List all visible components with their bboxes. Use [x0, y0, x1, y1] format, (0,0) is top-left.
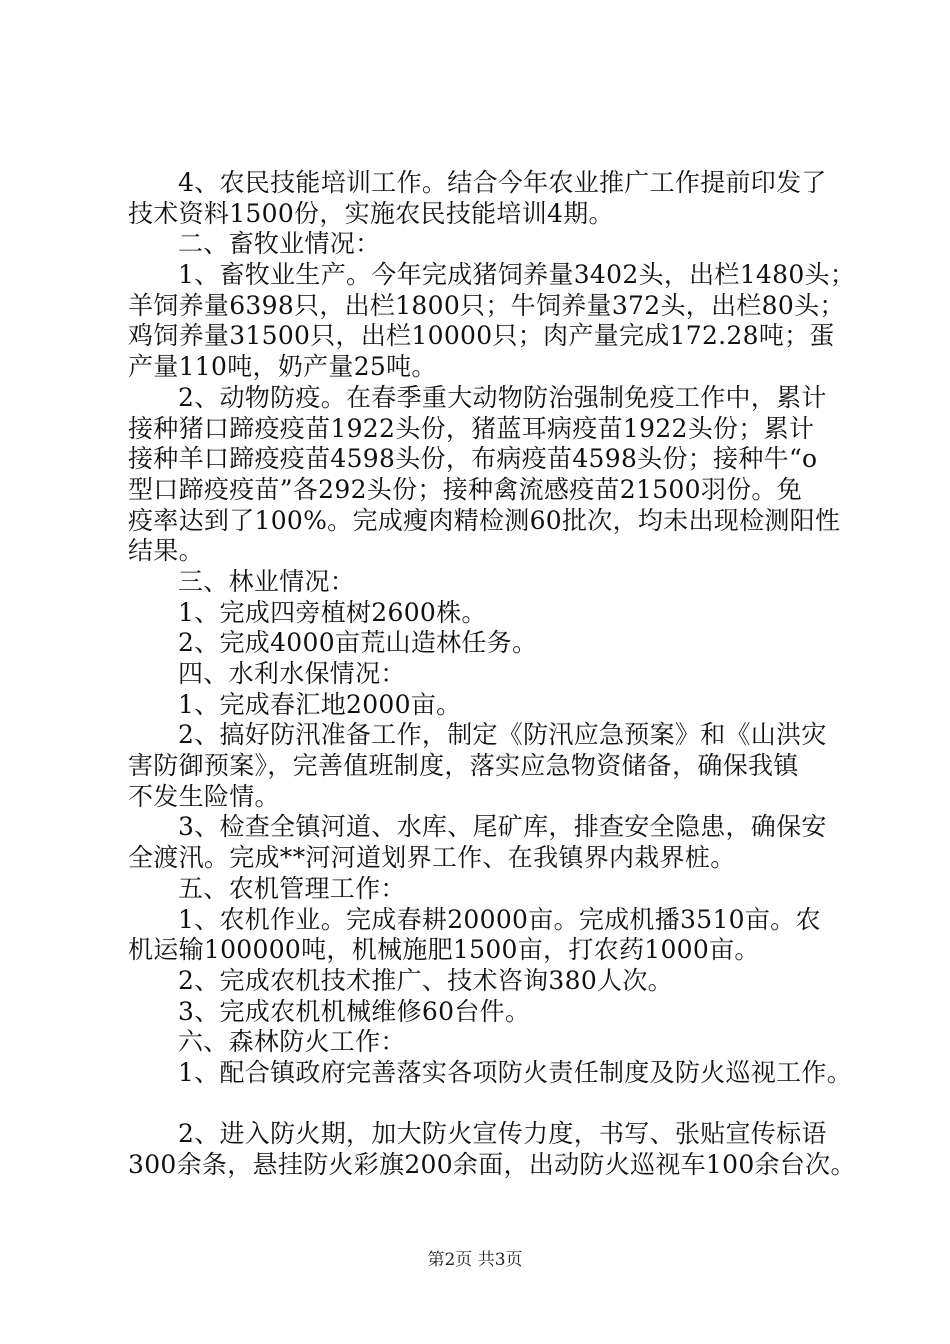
- text-line: 2、进入防火期，加大防火宣传力度，书写、张贴宣传标语: [178, 1119, 827, 1149]
- page-footer: 第2页 共3页: [427, 1250, 523, 1270]
- text-line: 机运输100000吨，机械施肥1500亩，打农药1000亩。: [128, 935, 760, 965]
- text-line: 接种猪口蹄疫疫苗1922头份，猪蓝耳病疫苗1922头份；累计: [128, 413, 815, 443]
- text-line: 型口蹄疫疫苗”各292头份；接种禽流感疫苗21500羽份。免: [128, 474, 803, 504]
- text-line: 2、完成4000亩荒山造林任务。: [178, 628, 538, 658]
- text-line: 害防御预案》，完善值班制度，落实应急物资储备，确保我镇: [128, 751, 799, 781]
- text-line: 接种羊口蹄疫疫苗4598头份，布病疫苗4598头份；接种牛“o: [128, 444, 818, 474]
- document-body: [128, 168, 856, 1181]
- text-line: 300余条，悬挂防火彩旗200余面，出动防火巡视车100余台次。: [128, 1150, 856, 1179]
- text-line: 3、检查全镇河道、水库、尾矿库，排查安全隐患，确保安: [178, 812, 827, 842]
- text-line: 五、农机管理工作：: [178, 873, 406, 903]
- text-line: 2、搞好防汛准备工作，制定《防汛应急预案》和《山洪灾: [178, 720, 827, 750]
- text-line: 2、完成农机技术推广、技术咨询380人次。: [178, 965, 673, 995]
- text-line: 疫率达到了100%。完成瘦肉精检测60批次，均未出现检测阳性: [128, 505, 841, 535]
- text-line: 1、完成四旁植树2600株。: [178, 597, 487, 627]
- text-line: 产量110吨，奶产量25吨。: [128, 352, 437, 382]
- text-line: 不发生险情。: [128, 781, 280, 811]
- text-line: 四、水利水保情况：: [178, 659, 406, 688]
- text-line: 鸡饲养量31500只，出栏10000只；肉产量完成172.28吨；蛋: [128, 321, 835, 351]
- text-line: 3、完成农机机械维修60台件。: [178, 996, 531, 1026]
- text-line: 1、完成春汇地2000亩。: [178, 689, 462, 719]
- text-line: 二、畜牧业情况：: [178, 229, 381, 259]
- text-line: 技术资料1500份，实施农民技能培训4期。: [128, 198, 614, 228]
- text-line: 全渡汛。完成**河河道划界工作、在我镇界内栽界桩。: [128, 843, 736, 873]
- text-line: 六、森林防火工作：: [178, 1027, 406, 1057]
- text-line: 1、畜牧业生产。今年完成猪饲养量3402头，出栏1480头；: [178, 260, 856, 290]
- text-line: 羊饲养量6398只，出栏1800只；牛饲养量372头，出栏80头；: [128, 290, 845, 320]
- text-line: 三、林业情况：: [178, 566, 356, 596]
- paragraph-gap: [128, 1089, 848, 1120]
- text-line: 1、配合镇政府完善落实各项防火责任制度及防火巡视工作。: [178, 1057, 853, 1087]
- text-line: 1、农机作业。完成春耕20000亩。完成机播3510亩。农: [178, 904, 821, 934]
- text-line: 4、农民技能培训工作。结合今年农业推广工作提前印发了: [178, 168, 827, 197]
- text-line: 结果。: [128, 536, 204, 566]
- text-line: 2、动物防疫。在春季重大动物防治强制免疫工作中，累计: [178, 382, 827, 412]
